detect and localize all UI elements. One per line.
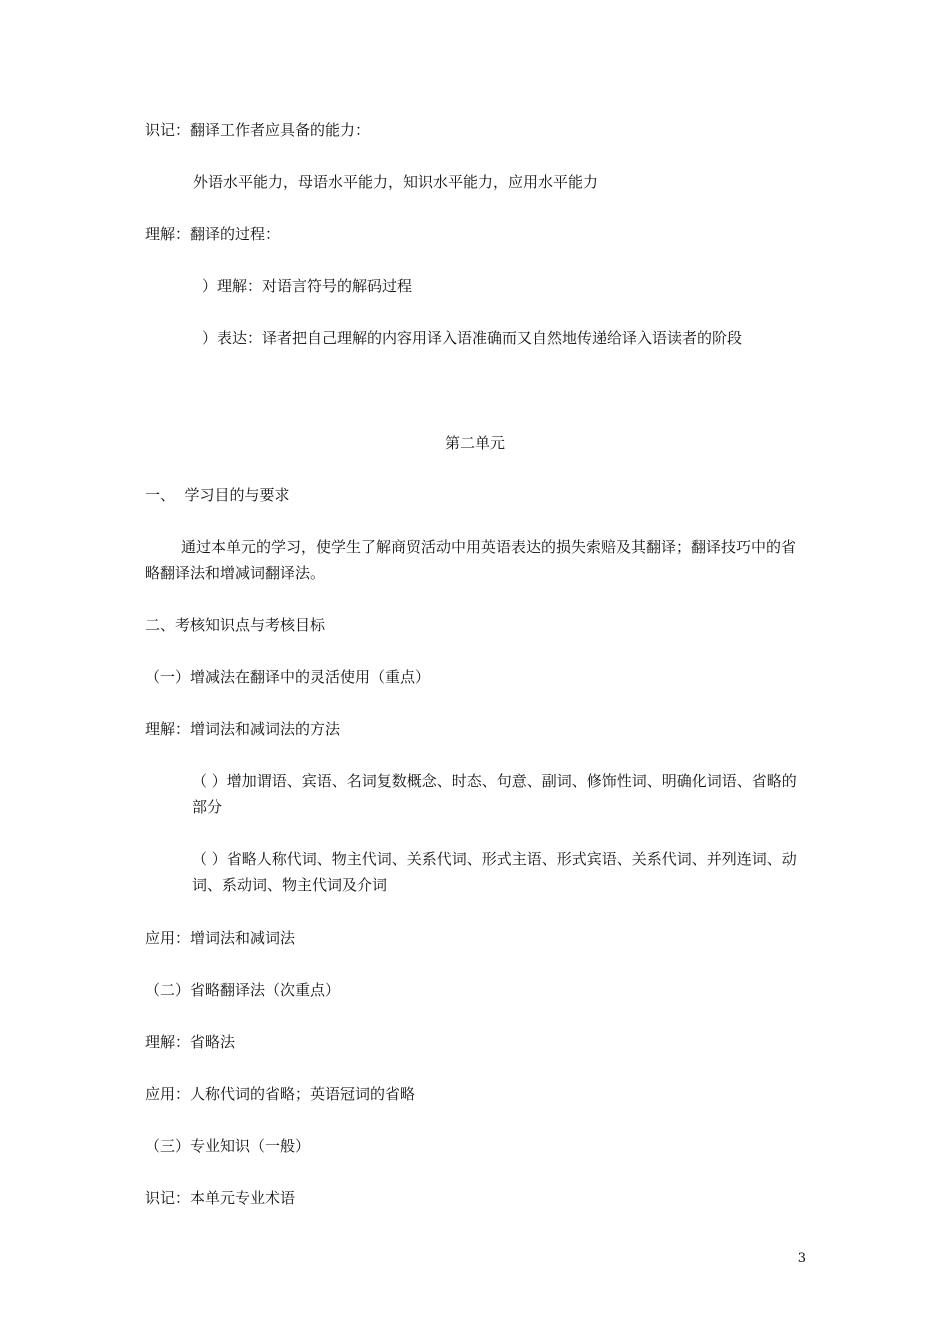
process-step-2: ）表达：译者把自己理解的内容用译入语准确而又自然地传递给译入语读者的阶段 xyxy=(202,329,743,347)
process-step-1: ）理解：对语言符号的解码过程 xyxy=(202,277,413,295)
unit-title: 第二单元 xyxy=(444,434,505,452)
part3-heading: （三）专业知识（一般） xyxy=(145,1137,311,1155)
section2-heading: 二、考核知识点与考核目标 xyxy=(145,616,326,634)
part2-understand: 理解：省略法 xyxy=(145,1033,236,1051)
section1-body: 通过本单元的学习，使学生了解商贸活动中用英语表达的损失索赔及其翻译；翻译技巧中的省略翻译法和增减词翻译法。 xyxy=(145,538,797,582)
section1-heading: 一、 学习目的与要求 xyxy=(145,486,290,504)
page-number: 3 xyxy=(797,1251,806,1266)
part1-apply: 应用：增词法和减词法 xyxy=(145,929,296,947)
part1-heading: （一）增减法在翻译中的灵活使用（重点） xyxy=(145,668,431,686)
part1-item-2: （ ）省略人称代词、物主代词、关系代词、形式主语、形式宾语、关系代词、并列连词、动词、系动词、物主代词及介词 xyxy=(192,850,797,894)
part2-heading: （二）省略翻译法（次重点） xyxy=(145,981,341,999)
abilities-list: 外语水平能力，母语水平能力，知识水平能力，应用水平能力 xyxy=(193,173,599,191)
memorize-abilities-label: 识记：翻译工作者应具备的能力： xyxy=(145,121,371,139)
part1-understand: 理解：增词法和减词法的方法 xyxy=(145,720,341,738)
part3-memorize: 识记：本单元专业术语 xyxy=(145,1189,296,1207)
part1-item-1: （ ）增加谓语、宾语、名词复数概念、时态、句意、副词、修饰性词、明确化词语、省略的部分 xyxy=(192,772,797,816)
understand-process-label: 理解：翻译的过程： xyxy=(145,225,281,243)
part2-apply: 应用：人称代词的省略；英语冠词的省略 xyxy=(145,1085,416,1103)
